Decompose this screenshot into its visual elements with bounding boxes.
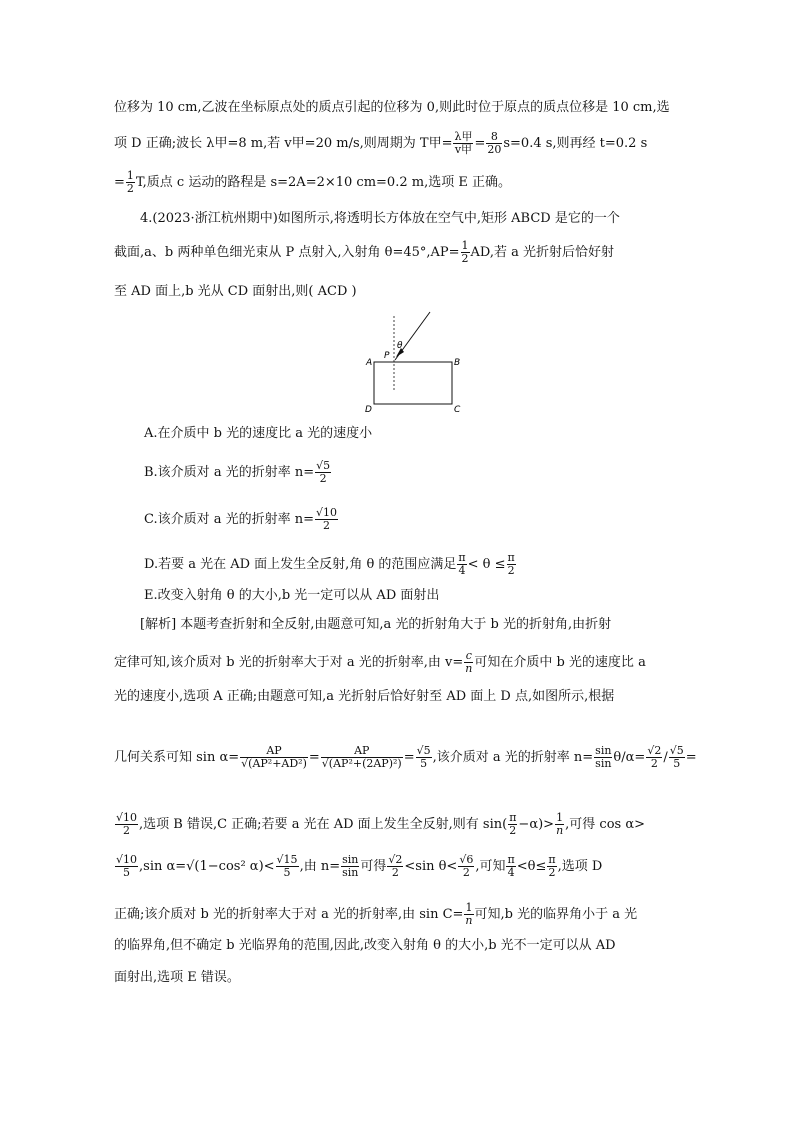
label-a: A xyxy=(366,358,373,368)
solution-line xyxy=(114,810,686,842)
option-b xyxy=(144,460,716,484)
text-run: AD,若 a 光折射后恰好射 xyxy=(470,245,615,260)
numerator: 1 xyxy=(465,901,473,914)
numerator: π xyxy=(458,551,466,564)
text-run: C.该介质对 a 光的折射率 n= xyxy=(144,512,315,527)
denominator: 20 xyxy=(487,143,502,156)
denominator: 2 xyxy=(323,519,331,532)
text-run: 截面,a、b 两种单色细光束从 P 点射入,入射角 θ=45°,AP= xyxy=(114,245,460,260)
solution-line xyxy=(114,852,686,886)
denominator: 5 xyxy=(420,757,428,770)
text-run: s=0.4 s,则再经 t=0.2 s xyxy=(503,136,648,151)
fraction xyxy=(240,745,308,770)
denominator: 2 xyxy=(548,866,556,879)
text-run: 项 D 正确; xyxy=(114,136,177,151)
text-line xyxy=(114,131,686,155)
text-run: = xyxy=(403,750,415,765)
numerator: λ甲 xyxy=(454,130,473,143)
denominator: 2 xyxy=(319,472,327,485)
option-d: D.若要 a 光在 AD 面上发生全反射,角 θ 的范围应满足 $\frac{\pi}{4}$ < θ ≤ $\frac{\pi}{2}$ xyxy=(144,551,515,577)
solution-line: [解析] 本题考查折射和全反射,由题意可知,a 光的折射角大于 b 光的折射角,由折射 xyxy=(140,617,612,632)
numerator: 1 xyxy=(556,811,564,824)
numerator: AP xyxy=(321,745,403,758)
text-run: ,选项 B 错误,C 正确;若要 a 光在 AD 面上发生全反射,则有 sin( xyxy=(139,817,508,832)
fraction xyxy=(453,131,473,156)
denominator: n xyxy=(465,662,473,675)
numerator: √2 xyxy=(388,853,403,866)
numerator: √5 xyxy=(669,744,684,757)
numerator: 1 xyxy=(461,239,469,252)
denominator: 4 xyxy=(507,866,515,879)
fraction xyxy=(458,854,474,879)
fraction xyxy=(115,854,138,879)
denominator: 2 xyxy=(507,564,515,577)
text-run: <θ≤ xyxy=(516,859,547,874)
numerator: π xyxy=(507,551,515,564)
numerator: π xyxy=(548,853,556,866)
denominator: 5 xyxy=(673,757,681,770)
text-run: T,质点 c 运动的路程是 s=2A=2×10 cm=0.2 m,选项 E 正确。 xyxy=(135,175,511,190)
numerator: π xyxy=(509,811,517,824)
option-e: E.改变入射角 θ 的大小,b 光一定可以从 AD 面射出 xyxy=(144,588,440,603)
denominator: 4 xyxy=(458,564,466,577)
fraction xyxy=(594,745,612,770)
rectangle-diagram xyxy=(352,310,472,420)
question-line: 4.(2023·浙江杭州期中)如图所示,将透明长方体放在空气中,矩形 ABCD 是它的一个 xyxy=(140,211,620,226)
text-run: = xyxy=(634,750,646,765)
denominator: sin xyxy=(342,866,359,879)
fraction xyxy=(464,650,473,675)
fraction xyxy=(646,745,662,770)
text-run: = xyxy=(474,136,486,151)
numerator: π xyxy=(507,853,515,866)
fraction xyxy=(461,240,470,265)
text-run: 可知在介质中 b 光的速度比 a xyxy=(474,655,646,670)
text-run: ,该介质对 a 光的折射率 n= xyxy=(432,750,594,765)
numerator: c xyxy=(465,649,472,662)
fraction xyxy=(507,552,516,577)
solution-line: 面射出,选项 E 错误。 xyxy=(114,970,240,985)
option-a: A.在介质中 b 光的速度比 a 光的速度小 xyxy=(144,426,373,441)
fraction xyxy=(416,745,432,770)
text-run: ,sin α=√(1−cos² α)< xyxy=(139,859,275,874)
denominator: 2 xyxy=(509,824,517,837)
fraction xyxy=(669,745,685,770)
label-p: P xyxy=(384,351,390,361)
label-d: D xyxy=(365,405,372,415)
numerator: √10 xyxy=(116,853,138,866)
numerator: 1 xyxy=(126,169,134,182)
numerator: √5 xyxy=(416,744,431,757)
denominator: 2 xyxy=(462,866,470,879)
fraction xyxy=(486,131,502,156)
denominator: n xyxy=(556,824,564,837)
denominator: 2 xyxy=(123,824,130,837)
rectangle-abcd xyxy=(374,362,452,404)
text-run: = xyxy=(685,750,697,765)
text-run: <sin θ< xyxy=(404,859,458,874)
numerator: AP xyxy=(240,745,308,758)
fraction xyxy=(276,854,299,879)
fraction xyxy=(506,854,515,879)
question-line xyxy=(114,240,686,264)
fraction xyxy=(555,812,564,837)
label-theta: θ xyxy=(397,341,403,351)
numerator: √10 xyxy=(116,811,138,824)
numerator: √6 xyxy=(459,853,474,866)
text-run: 可得 xyxy=(360,859,387,874)
text-run: ,可知 xyxy=(475,859,506,874)
fraction xyxy=(115,812,138,837)
question-line: 至 AD 面上,b 光从 CD 面射出,则( ACD ) xyxy=(114,284,357,299)
solution-line xyxy=(114,902,686,926)
denominator: sin xyxy=(595,757,612,770)
denominator: √(AP²+(2AP)²) xyxy=(321,757,402,770)
numerator: √5 xyxy=(316,459,331,472)
denominator: 2 xyxy=(461,252,469,265)
text-run: D.若要 a 光在 AD 面上发生全反射,角 θ 的范围应满足 xyxy=(144,557,457,572)
solution-line: 的临界角,但不确定 b 光临界角的范围,因此,改变入射角 θ 的大小,b 光不一定可以从 AD xyxy=(114,938,616,953)
denominator: √(AP²+AD²) xyxy=(241,757,307,770)
label-c: C xyxy=(454,405,461,415)
text-run: ,由 n= xyxy=(299,859,341,874)
text-run: 正确;该介质对 b 光的折射率大于对 a 光的折射率,由 sin C= xyxy=(114,907,464,922)
numerator: √10 xyxy=(316,506,338,519)
text-run: 波长 λ甲=8 m,若 v甲=20 m/s,则周期为 T甲= xyxy=(176,136,453,151)
fraction xyxy=(508,812,517,837)
numerator: 8 xyxy=(486,131,502,144)
text-run: ,选项 D xyxy=(557,859,603,874)
denominator: 5 xyxy=(123,866,130,879)
text-run: B.该介质对 a 光的折射率 n= xyxy=(144,465,315,480)
fraction xyxy=(464,902,473,927)
text-run: 可知,b 光的临界角小于 a 光 xyxy=(474,907,638,922)
denominator: v甲 xyxy=(454,143,473,156)
fraction xyxy=(457,552,466,577)
numerator: √2 xyxy=(647,744,662,757)
fraction xyxy=(387,854,403,879)
fraction xyxy=(315,460,331,485)
text-line: = $\frac{1}{2}$ T,质点 c 运动的路程是 s=2A=2×10 cm=0.2 m,选项 E 正确。 xyxy=(114,169,511,195)
solution-line: 光的速度小,选项 A 正确;由题意可知,a 光折射后恰好射至 AD 面上 D 点,如图所示,根据 xyxy=(114,689,615,704)
text-line: 位移为 10 cm,乙波在坐标原点处的质点引起的位移为 0,则此时位于原点的质点位移是 10 cm,选 xyxy=(114,100,670,115)
denominator: n xyxy=(465,914,473,927)
numerator: √15 xyxy=(276,853,298,866)
solution-line xyxy=(114,650,686,674)
solution-line: 几何关系可知 sin α= $\frac{AP}{\text{√(AP²+AD²)}}$ = $\frac{AP}{\text{√(AP²+(2AP)²)}}$ = $\frac{√5}{5}$ ,该介质对 a 光的折射率 n= $\frac{\sin}{\sin}$ θ/α= $\frac{√2}{2}$ / $\frac{√5}{5}$ = xyxy=(114,744,697,770)
text-run: = xyxy=(308,750,320,765)
text-run: 几何关系可知 sin α= xyxy=(114,750,240,765)
text-run: ,可得 cos α> xyxy=(565,817,646,832)
denominator: 5 xyxy=(283,866,291,879)
fraction xyxy=(547,854,556,879)
text-run: −α)> xyxy=(518,817,555,832)
numerator: sin xyxy=(342,853,359,866)
numerator: sin xyxy=(595,744,612,757)
denominator: 2 xyxy=(126,182,134,195)
fraction xyxy=(321,745,403,770)
label-b: B xyxy=(454,358,461,368)
fraction xyxy=(126,170,135,195)
denominator: 2 xyxy=(391,866,399,879)
fraction xyxy=(341,854,359,879)
option-c xyxy=(144,507,716,531)
text-run: 定律可知,该介质对 b 光的折射率大于对 a 光的折射率,由 v= xyxy=(114,655,464,670)
denominator: 2 xyxy=(650,757,658,770)
fraction xyxy=(315,507,338,532)
